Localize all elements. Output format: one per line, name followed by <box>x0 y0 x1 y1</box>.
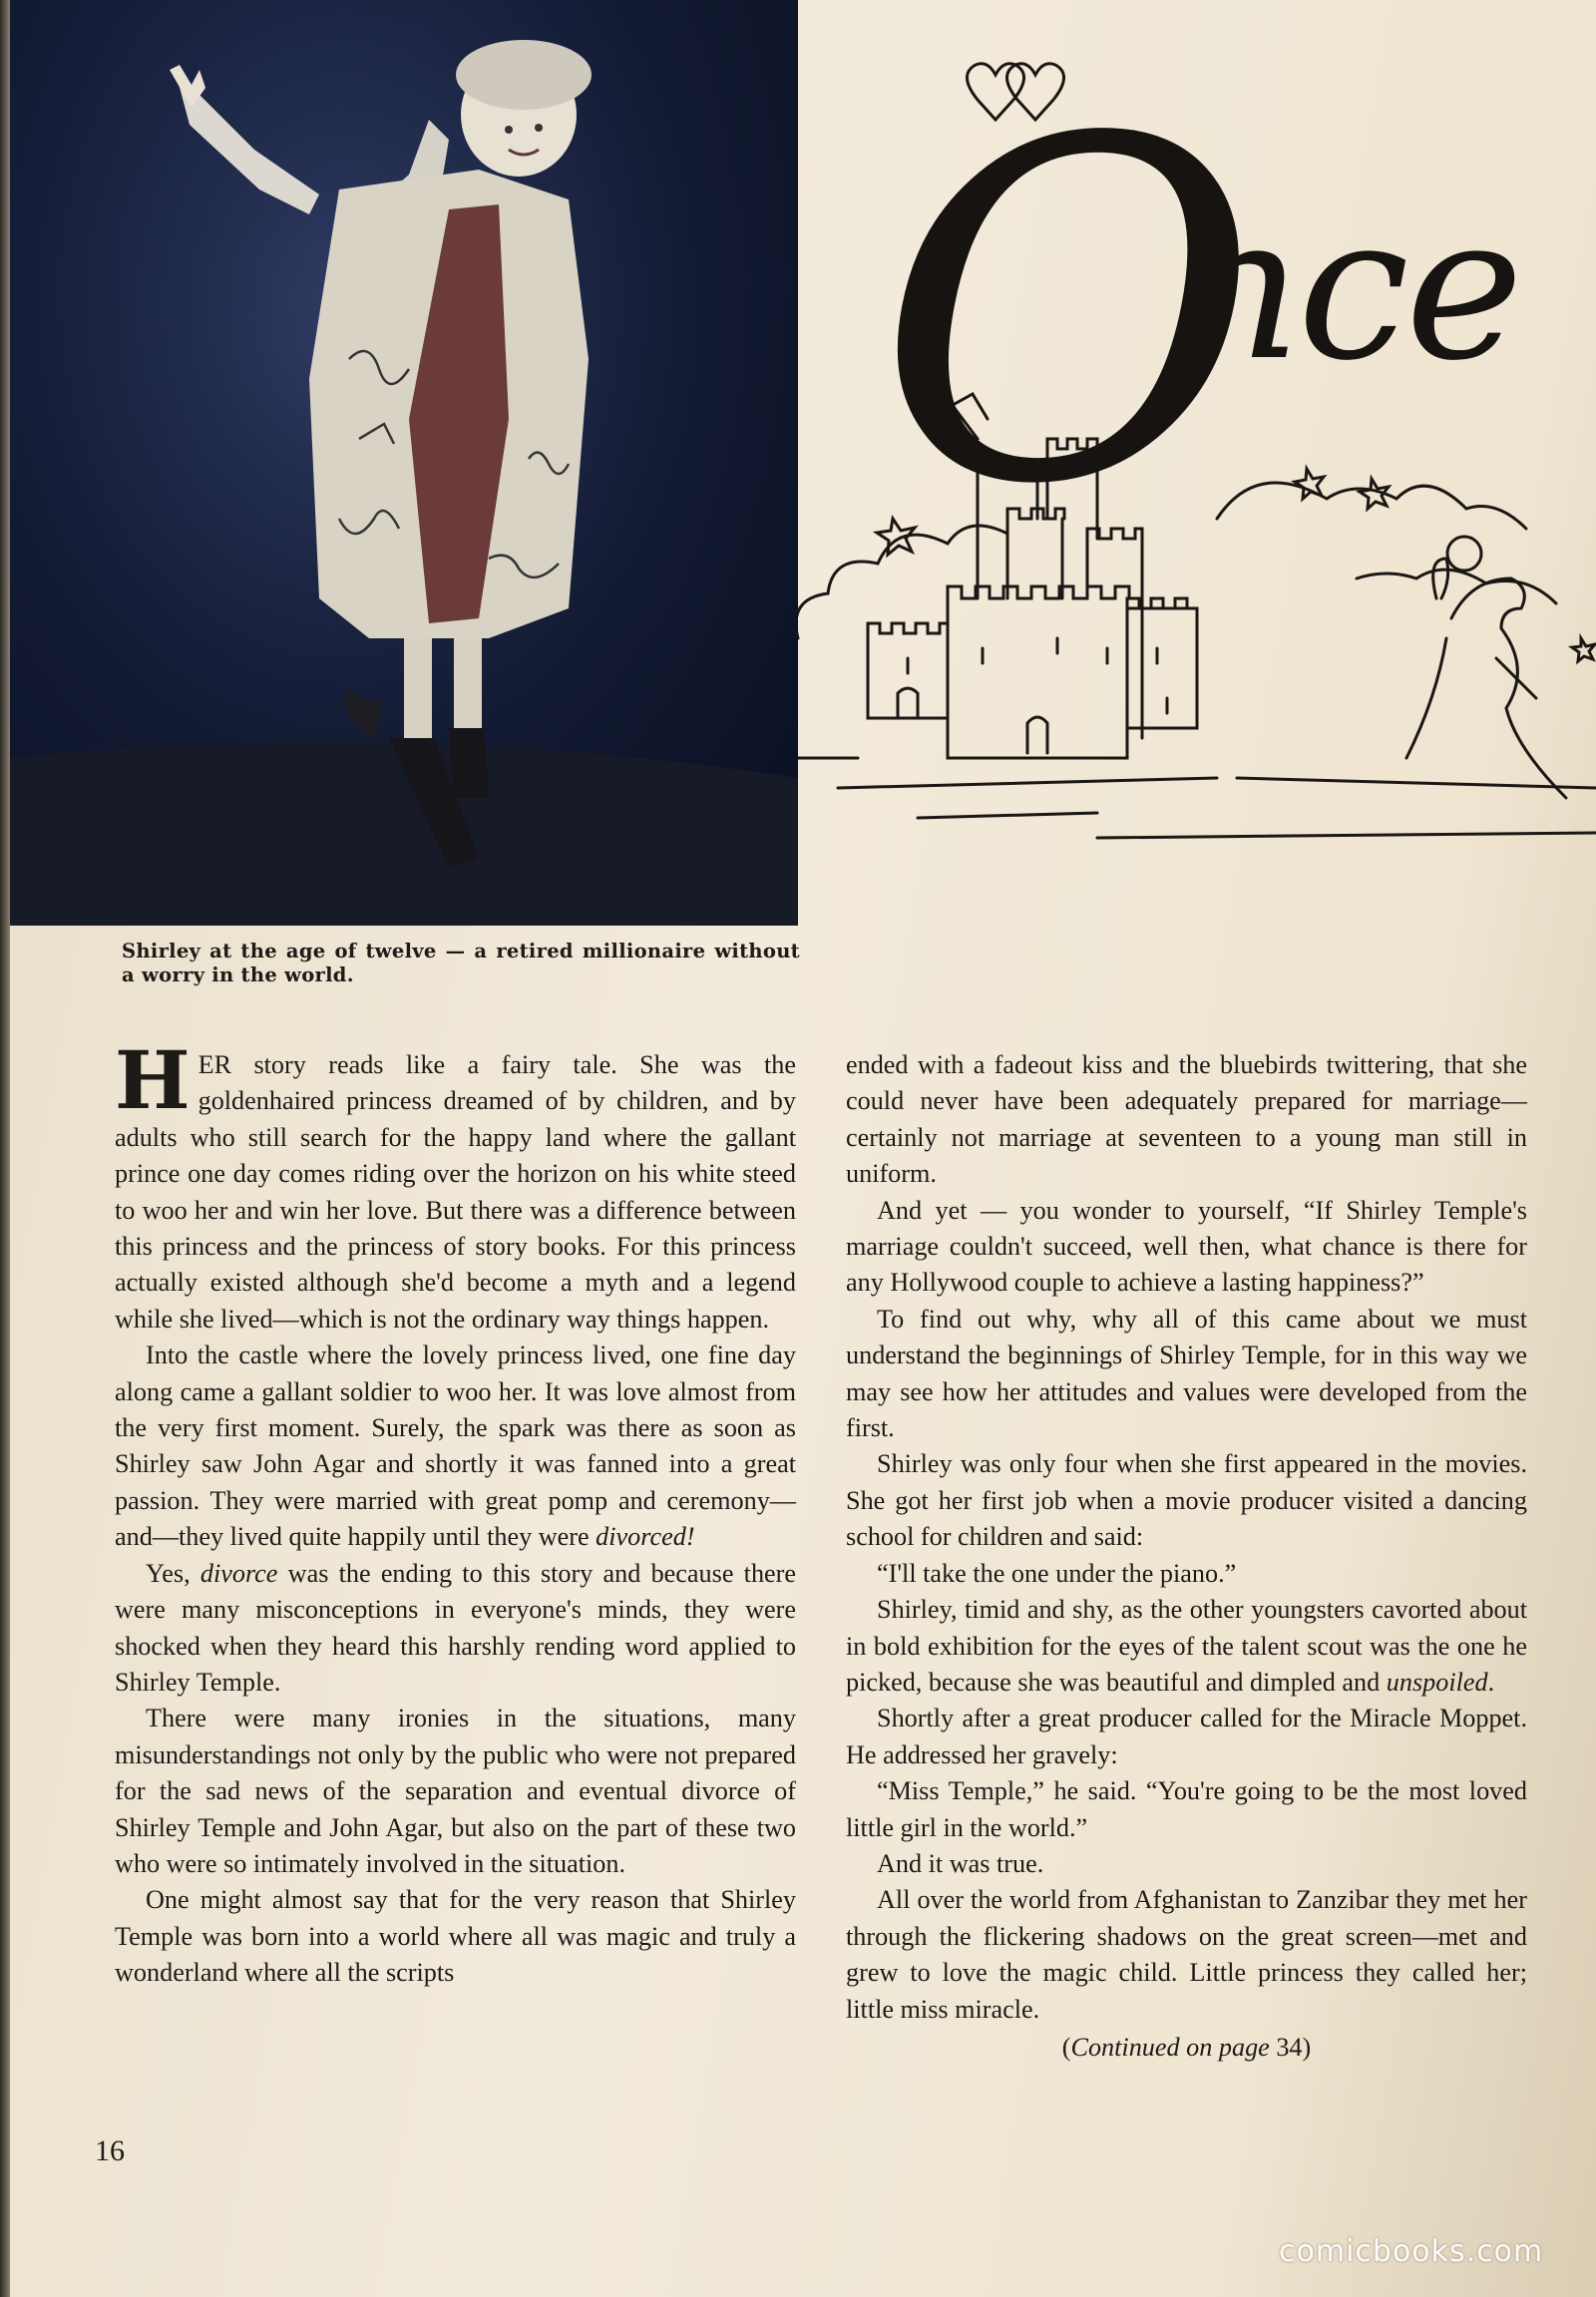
paragraph-text: . <box>1487 1667 1495 1697</box>
title-rest: nce <box>1173 173 1520 405</box>
paragraph-text: And yet — you wonder to yourself, “If Shirley Temple's marriage couldn't succeed, well then, what chance is there for any Hollywood couple to achieve a lasting happiness?” <box>846 1195 1527 1298</box>
paragraph-text: was the ending to this story and because there were many misconceptions in everyone's minds, they were shocked when they heard this harshly rending word applied to Shirley Temple. <box>115 1558 796 1697</box>
watermark: comicbooks.com <box>1279 2234 1544 2269</box>
paragraph-text: Shirley, timid and shy, as the other youngsters cavorted about in bold exhibition for the eyes of the talent scout was the one he picked, because she was beautiful and dimpled and <box>846 1595 1527 1697</box>
paragraph-text: One might almost say that for the very reason that Shirley Temple was born into a world where all was magic and truly a wonderland where all the scripts <box>115 1885 796 1988</box>
paragraph <box>846 1193 1527 1302</box>
drop-cap: H <box>115 1033 191 1127</box>
emphasis-unspoiled: unspoiled <box>1386 1667 1488 1697</box>
paragraph-text: And it was true. <box>877 1848 1044 1878</box>
paragraph <box>846 1701 1527 1773</box>
photo-shirley-temple <box>10 0 798 926</box>
lead-in: ER <box>198 1050 232 1079</box>
paragraph-text: Shortly after a great producer called for the Miracle Moppet. He addressed her gravely: <box>846 1704 1527 1769</box>
continued-note <box>846 2030 1527 2066</box>
page-spine-shadow <box>0 0 10 2297</box>
paragraph-text: There were many ironies in the situations, many misunderstandings not only by the public who were not prepared for the sad news of the separation and eventual divorce of Shirley Temple and John Agar, but also on the part of these two who were so intimately involved in the situation. <box>115 1704 796 1878</box>
paragraph-text: Yes, <box>146 1558 200 1588</box>
article-column-2 <box>846 1047 1527 2066</box>
paragraph-text: “Miss Temple,” he said. “You're going to be the most loved little girl in the world.” <box>846 1776 1527 1842</box>
emphasis-divorce: divorce <box>200 1558 278 1588</box>
paragraph-text: ended with a fadeout kiss and the bluebirds twittering, that she could never have been adequately prepared for marriage—certainly not marriage at seventeen to a young man still in uniform. <box>846 1050 1527 1189</box>
paragraph-text: To find out why, why all of this came about we must understand the beginnings of Shirley Temple, for in this way we may see how her attitudes and values were developed from the first. <box>846 1304 1527 1443</box>
page-number: 16 <box>95 2134 125 2167</box>
paragraph-text: Shirley was only four when she first appeared in the movies. She got her first job when a movie producer visited a dancing school for children and said: <box>846 1449 1527 1552</box>
paragraph <box>115 1882 796 1991</box>
paragraph <box>846 1302 1527 1447</box>
paragraph <box>846 1773 1527 1846</box>
paragraph-text: story reads like a fairy tale. She was the goldenhaired princess dreamed of by children, and by adults who still search for the happy land where the gallant prince one day comes riding over the horizon on his white steed to woo her and win her love. But there was a difference between this princess and the princess of story books. For this princess actually existed although she'd become a myth and a legend while she lived—which is not the ordinary way things happen. <box>115 1050 796 1334</box>
continued-page: 34) <box>1269 2032 1312 2062</box>
paragraph <box>846 1446 1527 1555</box>
paragraph-text: “I'll take the one under the piano.” <box>877 1558 1237 1588</box>
paragraph-text: Into the castle where the lovely princess lived, one fine day along came a gallant soldier to woo her. It was love almost from the very first moment. Surely, the spark was there as soon as Shirley saw John Agar and shortly it was fanned into a great passion. They were married with great pomp and ceremony—and—they lived quite happily until they were <box>115 1340 796 1552</box>
paragraph <box>846 1882 1527 2028</box>
photo-caption: Shirley at the age of twelve — a retired millionaire without a worry in the world. <box>122 940 800 986</box>
paragraph-text: All over the world from Afghanistan to Zanzibar they met her through the flickering shadows on the great screen—met and grew to love the magic child. Little princess they called her; little miss miracle. <box>846 1885 1527 2024</box>
paragraph <box>846 1556 1527 1592</box>
article-column-1 <box>115 1033 796 1992</box>
continued-open: ( <box>1061 2032 1071 2062</box>
paragraph <box>115 1556 796 1702</box>
paragraph <box>846 1846 1527 1882</box>
paragraph <box>115 1338 796 1555</box>
title-initial-o: O <box>876 41 1261 586</box>
paragraph <box>846 1592 1527 1701</box>
paragraph <box>115 1701 796 1882</box>
paragraph <box>846 1047 1527 1193</box>
paragraph <box>115 1033 796 1338</box>
emphasis-divorced: divorced! <box>596 1522 695 1552</box>
continued-text: Continued on page <box>1070 2032 1270 2062</box>
